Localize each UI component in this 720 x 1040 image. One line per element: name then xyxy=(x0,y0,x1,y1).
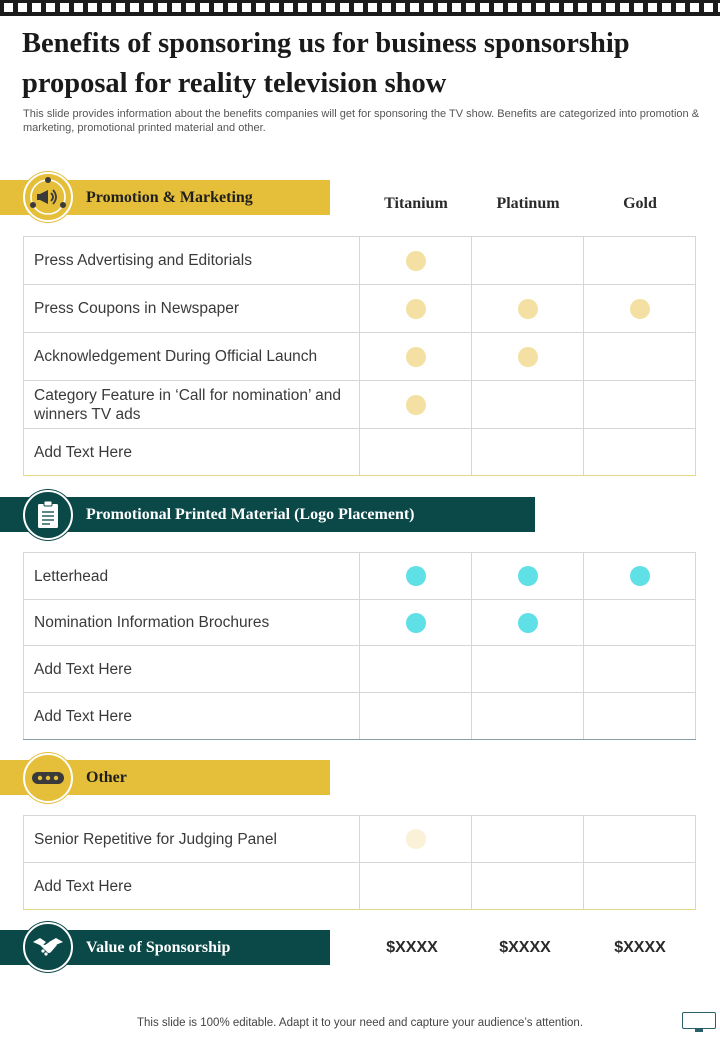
tier-cell-gold xyxy=(584,237,696,285)
tier-cell-platinum xyxy=(472,646,584,693)
column-header-platinum: Platinum xyxy=(496,195,560,212)
tier-cell-platinum xyxy=(472,237,584,285)
film-hole xyxy=(578,3,587,12)
film-hole xyxy=(228,3,237,12)
monitor-icon xyxy=(682,1012,716,1029)
benefit-label: Add Text Here xyxy=(24,646,360,693)
film-hole xyxy=(130,3,139,12)
film-hole xyxy=(256,3,265,12)
tier-cell-titanium xyxy=(360,429,472,476)
tier-cell-platinum xyxy=(472,333,584,381)
film-hole xyxy=(88,3,97,12)
price-platinum: $XXXX xyxy=(499,939,551,956)
film-hole xyxy=(144,3,153,12)
film-hole xyxy=(438,3,447,12)
film-hole xyxy=(368,3,377,12)
film-hole xyxy=(158,3,167,12)
section-heading: Promotional Printed Material (Logo Placement) xyxy=(86,506,415,523)
included-dot xyxy=(630,299,650,319)
section-banner-printed-material xyxy=(0,497,535,532)
benefit-label: Category Feature in ‘Call for nomination’ and winners TV ads xyxy=(24,381,360,429)
film-hole xyxy=(60,3,69,12)
included-dot xyxy=(518,566,538,586)
film-hole xyxy=(214,3,223,12)
tier-cell-titanium xyxy=(360,237,472,285)
film-hole xyxy=(326,3,335,12)
table-row xyxy=(24,381,696,429)
included-dot xyxy=(406,829,426,849)
handshake-icon xyxy=(23,922,73,972)
included-dot xyxy=(406,566,426,586)
tier-cell-titanium xyxy=(360,285,472,333)
table-row xyxy=(24,429,696,476)
film-hole xyxy=(452,3,461,12)
included-dot xyxy=(406,251,426,271)
included-dot xyxy=(630,566,650,586)
price-gold: $XXXX xyxy=(614,939,666,956)
table-row xyxy=(24,863,696,910)
table-row xyxy=(24,333,696,381)
film-hole xyxy=(200,3,209,12)
included-dot xyxy=(406,613,426,633)
film-hole xyxy=(242,3,251,12)
film-hole xyxy=(298,3,307,12)
film-hole xyxy=(284,3,293,12)
tier-cell-gold xyxy=(584,429,696,476)
tier-cell-titanium xyxy=(360,333,472,381)
tier-cell-titanium xyxy=(360,381,472,429)
included-dot xyxy=(518,299,538,319)
film-hole xyxy=(508,3,517,12)
tier-cell-gold xyxy=(584,553,696,600)
film-hole xyxy=(424,3,433,12)
film-hole xyxy=(648,3,657,12)
tier-cell-titanium xyxy=(360,646,472,693)
benefit-label: Letterhead xyxy=(24,553,360,600)
film-hole xyxy=(4,3,13,12)
table-row xyxy=(24,237,696,285)
tier-cell-gold xyxy=(584,816,696,863)
column-header-gold: Gold xyxy=(623,195,657,212)
film-hole xyxy=(634,3,643,12)
tier-cell-platinum xyxy=(472,429,584,476)
table-row xyxy=(24,816,696,863)
included-dot xyxy=(406,395,426,415)
footer-note: This slide is 100% editable. Adapt it to your need and capture your audience’s attention. xyxy=(136,1017,584,1029)
included-dot xyxy=(518,347,538,367)
benefit-label: Nomination Information Brochures xyxy=(24,600,360,646)
benefit-label: Add Text Here xyxy=(24,693,360,740)
section-heading: Value of Sponsorship xyxy=(86,939,231,956)
megaphone-icon xyxy=(23,172,73,222)
tier-cell-gold xyxy=(584,333,696,381)
film-hole xyxy=(704,3,713,12)
tier-cell-titanium xyxy=(360,693,472,740)
page-title: Benefits of sponsoring us for business sponsorship proposal for reality television show xyxy=(22,28,630,99)
document-icon xyxy=(23,490,73,540)
tier-cell-titanium xyxy=(360,816,472,863)
film-hole xyxy=(102,3,111,12)
tier-cell-platinum xyxy=(472,285,584,333)
tier-cell-titanium xyxy=(360,553,472,600)
included-dot xyxy=(406,299,426,319)
benefits-table-other xyxy=(23,815,696,910)
tier-cell-platinum xyxy=(472,863,584,910)
benefit-label: Senior Repetitive for Judging Panel xyxy=(24,816,360,863)
film-hole xyxy=(592,3,601,12)
tier-cell-gold xyxy=(584,381,696,429)
film-hole xyxy=(676,3,685,12)
included-dot xyxy=(518,613,538,633)
tier-cell-platinum xyxy=(472,693,584,740)
more-dots-icon xyxy=(23,753,73,803)
tier-cell-gold xyxy=(584,285,696,333)
column-header-titanium: Titanium xyxy=(384,195,448,212)
page-description: This slide provides information about the benefits companies will get for sponsoring the TV show. Benefits are categorized into promotion & marketing, promotional printed material and other. xyxy=(23,108,700,134)
tier-cell-platinum xyxy=(472,816,584,863)
film-hole xyxy=(186,3,195,12)
film-hole xyxy=(270,3,279,12)
section-heading: Other xyxy=(86,769,127,786)
benefit-label: Acknowledgement During Official Launch xyxy=(24,333,360,381)
benefit-label: Add Text Here xyxy=(24,429,360,476)
tier-cell-platinum xyxy=(472,600,584,646)
tier-cell-gold xyxy=(584,646,696,693)
included-dot xyxy=(406,347,426,367)
price-titanium: $XXXX xyxy=(386,939,438,956)
benefit-label: Press Coupons in Newspaper xyxy=(24,285,360,333)
tier-cell-gold xyxy=(584,600,696,646)
film-hole xyxy=(340,3,349,12)
film-hole xyxy=(410,3,419,12)
film-hole xyxy=(620,3,629,12)
film-hole xyxy=(382,3,391,12)
table-row xyxy=(24,600,696,646)
film-hole xyxy=(172,3,181,12)
tier-cell-platinum xyxy=(472,381,584,429)
film-hole xyxy=(522,3,531,12)
film-hole xyxy=(46,3,55,12)
table-row xyxy=(24,553,696,600)
table-row xyxy=(24,285,696,333)
film-hole xyxy=(480,3,489,12)
film-hole xyxy=(494,3,503,12)
film-hole xyxy=(396,3,405,12)
benefits-table-printed-material xyxy=(23,552,696,740)
film-strip-border xyxy=(0,0,720,16)
film-hole xyxy=(606,3,615,12)
tier-cell-titanium xyxy=(360,863,472,910)
film-hole xyxy=(32,3,41,12)
film-hole xyxy=(18,3,27,12)
table-row xyxy=(24,646,696,693)
film-hole xyxy=(312,3,321,12)
tier-cell-platinum xyxy=(472,553,584,600)
benefit-label: Add Text Here xyxy=(24,863,360,910)
tier-cell-titanium xyxy=(360,600,472,646)
section-heading: Promotion & Marketing xyxy=(86,189,253,206)
film-hole xyxy=(466,3,475,12)
table-row xyxy=(24,693,696,740)
film-hole xyxy=(564,3,573,12)
tier-cell-gold xyxy=(584,863,696,910)
film-hole xyxy=(116,3,125,12)
film-hole xyxy=(662,3,671,12)
film-hole xyxy=(550,3,559,12)
film-hole xyxy=(354,3,363,12)
tier-cell-gold xyxy=(584,693,696,740)
benefit-label: Press Advertising and Editorials xyxy=(24,237,360,285)
film-hole xyxy=(690,3,699,12)
film-hole xyxy=(536,3,545,12)
benefits-table-promotion xyxy=(23,236,696,476)
film-hole xyxy=(74,3,83,12)
